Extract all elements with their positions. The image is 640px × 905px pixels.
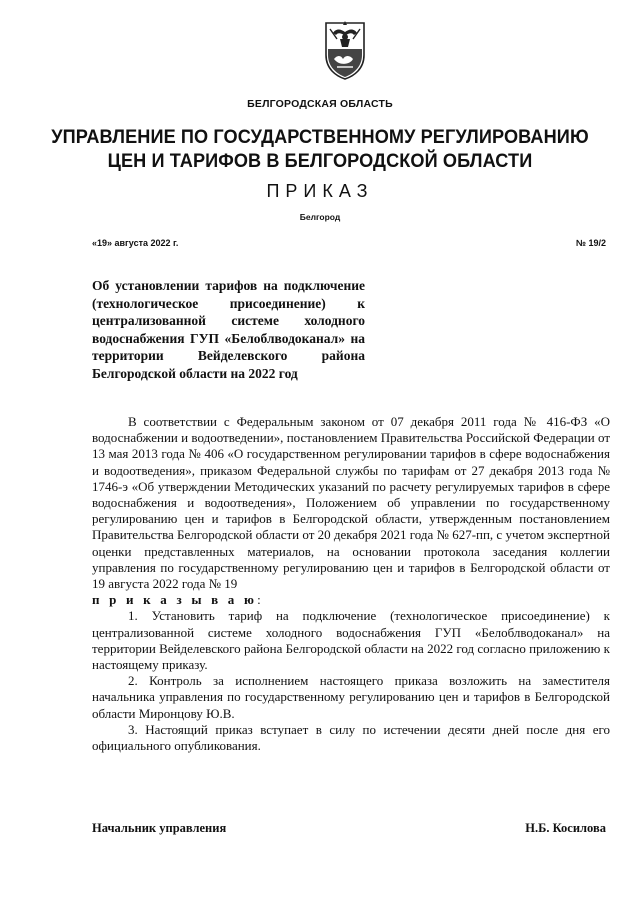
order-item-2: 2. Контроль за исполнением настоящего приказа возложить на заместителя начальника управления по государственному регулированию цен и тарифов в Белгородской области Миронцову Ю.В.	[92, 673, 610, 721]
order-item-3: 3. Настоящий приказ вступает в силу по истечении десяти дней после дня его официального опубликования.	[92, 721, 610, 754]
coat-of-arms-icon	[322, 19, 368, 81]
department-title-line-1: УПРАВЛЕНИЕ ПО ГОСУДАРСТВЕННОМУ РЕГУЛИРОВАНИЮ	[51, 126, 589, 148]
region-name: БЕЛГОРОДСКАЯ ОБЛАСТЬ	[247, 98, 393, 110]
preamble-paragraph: В соответствии с Федеральным законом от 07 декабря 2011 года № 416-ФЗ «О водоснабжении и водоотведении», постановлением Правительства Российской Федерации от 13 мая 2013 года № 406 «О государственном регулировании тарифов в сфере водоснабжения и водоотведения», приказом Федеральной службы по тарифам от 27 декабря 2013 года № 1746-э «Об утверждении Методических указаний по расчету регулируемых тарифов в сфере водоснабжения и водоотведения», Положением об управлении по государственному регулированию цен и тарифов в Белгородской области, утвержденным постановлением Правительства Белгородской области от 20 декабря 2021 года № 627-пп, с учетом экспертной оценки представленных материалов, на основании протокола заседания коллегии управления по государственному регулированию цен и тарифов в Белгородской области от 19 августа 2022 года № 19	[92, 414, 610, 592]
order-directive	[92, 592, 610, 608]
document-date: «19» августа 2022 г.	[92, 238, 179, 248]
order-word: п р и к а з ы в а ю	[92, 592, 258, 608]
order-subject: Об установлении тарифов на подключение (технологическое присоединение) к централизованной системе холодного водоснабжения ГУП «Белоблводоканал» на территории Вейделевского района Белгородской области на 2022 год	[92, 278, 365, 381]
document-number: № 19/2	[575, 238, 606, 248]
order-item-1: 1. Установить тариф на подключение (технологическое присоединение) к централизованной системе холодного водоснабжения ГУП «Белоблводоканал» на территории Вейделевского района Белгородской области на 2022 год согласно приложению к настоящему приказу.	[92, 608, 610, 673]
department-title-line-2: ЦЕН И ТАРИФОВ В БЕЛГОРОДСКОЙ ОБЛАСТИ	[107, 150, 533, 172]
order-body	[92, 414, 610, 754]
city-name: Белгород	[299, 212, 341, 222]
order-colon: :	[257, 592, 261, 608]
signatory-title: Начальник управления	[92, 821, 227, 835]
document-type: ПРИКАЗ	[266, 181, 374, 201]
signatory-name: Н.Б. Косилова	[525, 821, 606, 835]
